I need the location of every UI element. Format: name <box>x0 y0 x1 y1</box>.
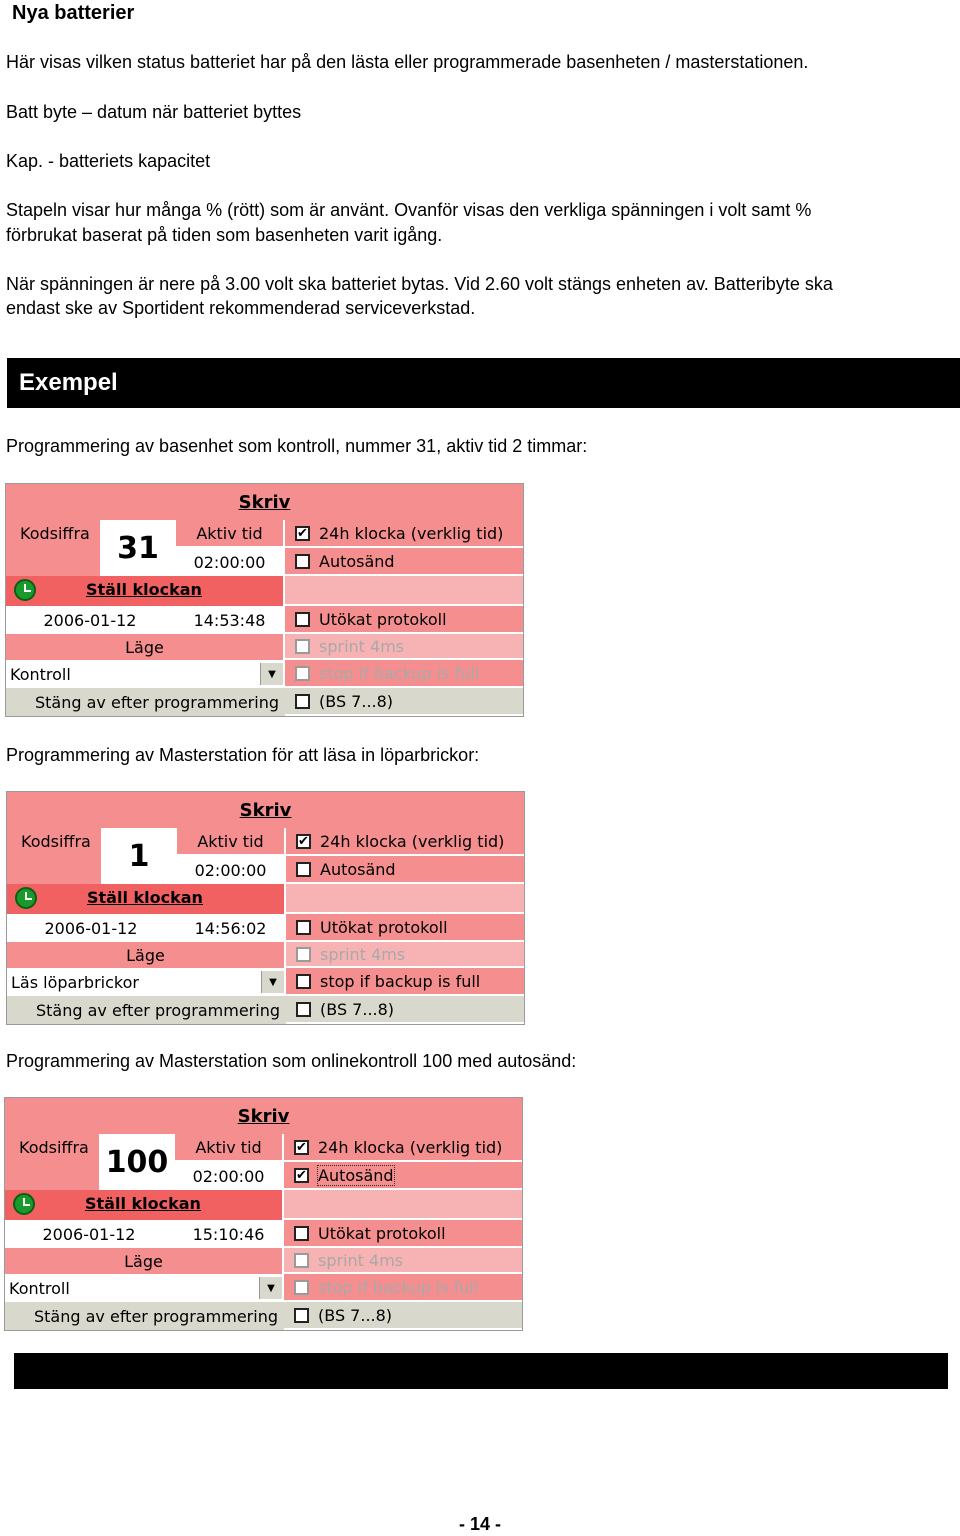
kodsiffra-label-cell <box>7 828 103 884</box>
stang-av-label: Stäng av efter programmering <box>35 692 279 712</box>
option-sprint-4ms-label: sprint 4ms <box>320 944 406 964</box>
date-field[interactable] <box>5 1220 175 1248</box>
option-24h-klocka-checkbox[interactable]: ✔ <box>294 1140 309 1155</box>
time-value: 15:10:46 <box>192 1224 265 1244</box>
time-value: 14:53:48 <box>193 610 266 630</box>
kodsiffra-label-cell <box>6 520 102 576</box>
option-24h-klocka-label: 24h klocka (verklig tid) <box>320 831 505 851</box>
option-bs-7-8-checkbox[interactable] <box>294 1308 309 1323</box>
option-24h-klocka-label: 24h klocka (verklig tid) <box>319 523 504 543</box>
option-bs-7-8[interactable] <box>285 688 523 716</box>
programming-panel-3 <box>4 1097 523 1331</box>
kodsiffra-label: Kodsiffra <box>20 524 90 543</box>
option-stop-if-backup-full-label: stop if backup is full <box>320 971 481 991</box>
option-sprint-4ms[interactable] <box>285 634 523 660</box>
option-bs-7-8[interactable] <box>286 996 524 1024</box>
lage-label: Läge <box>124 1251 163 1271</box>
caption-panel-2: Programmering av Masterstation för att läsa in löparbrickor: <box>6 745 480 765</box>
page-number: - 14 - <box>458 1514 501 1534</box>
option-stop-if-backup-full[interactable] <box>284 1274 522 1302</box>
option-utokat-protokoll-checkbox[interactable] <box>294 1226 309 1241</box>
stall-klockan-label: Ställ klockan <box>86 580 202 599</box>
aktiv-tid-label: Aktiv tid <box>196 523 263 543</box>
stang-av-label-cell <box>6 688 285 716</box>
skriv-button[interactable] <box>7 792 524 828</box>
paragraph-spanning-line2: endast ske av Sportident rekommenderad serviceverkstad. <box>6 298 476 318</box>
lage-label-cell <box>6 634 285 660</box>
option-stop-if-backup-full[interactable] <box>285 660 523 688</box>
lage-label: Läge <box>125 637 164 657</box>
stall-klockan-label: Ställ klockan <box>87 888 203 907</box>
stall-klockan-label: Ställ klockan <box>85 1194 201 1213</box>
aktiv-tid-label-cell <box>176 520 285 548</box>
date-field[interactable] <box>7 914 177 942</box>
date-field[interactable] <box>6 606 176 634</box>
option-empty <box>284 1190 522 1220</box>
aktiv-tid-value: 02:00:00 <box>192 1166 265 1186</box>
option-bs-7-8-label: (BS 7...8) <box>318 1305 393 1325</box>
option-autosand[interactable] <box>286 856 524 884</box>
option-autosand-label: Autosänd <box>319 551 395 571</box>
option-utokat-protokoll[interactable] <box>286 914 524 942</box>
option-stop-if-backup-full[interactable] <box>286 968 524 996</box>
mode-value: Kontroll <box>10 664 71 684</box>
stall-klockan-button[interactable] <box>6 576 285 606</box>
aktiv-tid-label-cell <box>175 1134 284 1162</box>
option-sprint-4ms-label: sprint 4ms <box>319 636 405 656</box>
kodsiffra-value: 1 <box>128 838 150 874</box>
option-utokat-protokoll-checkbox[interactable] <box>295 612 310 627</box>
option-sprint-4ms-checkbox[interactable] <box>294 1253 309 1268</box>
option-utokat-protokoll-label: Utökat protokoll <box>318 1223 446 1243</box>
option-utokat-protokoll-label: Utökat protokoll <box>319 609 447 629</box>
time-value: 14:56:02 <box>194 918 267 938</box>
option-bs-7-8-checkbox[interactable] <box>295 694 310 709</box>
date-value: 2006-01-12 <box>43 610 137 630</box>
option-empty <box>286 884 524 914</box>
time-field[interactable] <box>177 914 286 942</box>
option-bs-7-8-checkbox[interactable] <box>296 1002 311 1017</box>
caption-panel-1: Programmering av basenhet som kontroll, nummer 31, aktiv tid 2 timmar: <box>6 436 588 456</box>
option-utokat-protokoll-label: Utökat protokoll <box>320 917 448 937</box>
mode-value: Kontroll <box>9 1278 70 1298</box>
option-24h-klocka-checkbox[interactable]: ✔ <box>295 526 310 541</box>
paragraph-stapeln-line1: Stapeln visar hur många % (rött) som är använt. Ovanför visas den verkliga spänningen i volt samt % <box>6 200 812 220</box>
aktiv-tid-value: 02:00:00 <box>193 552 266 572</box>
lage-label: Läge <box>126 945 165 965</box>
option-autosand-label: Autosänd <box>320 859 396 879</box>
paragraph-spanning-line1: När spänningen är nere på 3.00 volt ska batteriet bytas. Vid 2.60 volt stängs enheten av. Batteribyte ska <box>6 274 833 294</box>
option-24h-klocka-label: 24h klocka (verklig tid) <box>318 1137 503 1157</box>
example-title: Exempel <box>19 369 118 396</box>
option-autosand-checkbox[interactable] <box>295 554 310 569</box>
programming-panel-2 <box>6 791 525 1025</box>
paragraph-status: Här visas vilken status batteriet har på den lästa eller programmerade basenheten / masterstationen. <box>6 52 809 72</box>
kodsiffra-input[interactable] <box>103 828 177 884</box>
skriv-label: Skriv <box>238 491 291 513</box>
clock-icon <box>14 579 36 601</box>
clock-icon <box>15 887 37 909</box>
lage-label-cell <box>5 1248 284 1274</box>
aktiv-tid-input[interactable] <box>175 1162 284 1190</box>
skriv-label: Skriv <box>237 1105 290 1127</box>
option-empty <box>285 576 523 606</box>
date-value: 2006-01-12 <box>42 1224 136 1244</box>
aktiv-tid-value: 02:00:00 <box>194 860 267 880</box>
kodsiffra-input[interactable] <box>102 520 176 576</box>
option-24h-klocka[interactable] <box>285 520 523 548</box>
aktiv-tid-input[interactable] <box>177 856 286 884</box>
option-sprint-4ms-checkbox[interactable] <box>295 639 310 654</box>
stang-av-label: Stäng av efter programmering <box>36 1000 280 1020</box>
chevron-down-icon[interactable]: ▼ <box>259 1277 282 1299</box>
option-autosand[interactable] <box>285 548 523 576</box>
skriv-label: Skriv <box>239 799 292 821</box>
kodsiffra-label: Kodsiffra <box>19 1138 89 1157</box>
stall-klockan-button[interactable] <box>5 1190 284 1220</box>
option-stop-if-backup-full-checkbox[interactable] <box>295 666 310 681</box>
time-field[interactable] <box>175 1220 284 1248</box>
option-stop-if-backup-full-label: stop if backup is full <box>318 1277 479 1297</box>
paragraph-batt-byte: Batt byte – datum när batteriet byttes <box>6 102 302 122</box>
caption-panel-3: Programmering av Masterstation som onlinekontroll 100 med autosänd: <box>6 1051 577 1071</box>
option-utokat-protokoll-checkbox[interactable] <box>296 920 311 935</box>
mode-dropdown[interactable] <box>5 1274 284 1302</box>
option-autosand-checkbox[interactable]: ✔ <box>294 1168 309 1183</box>
option-sprint-4ms-label: sprint 4ms <box>318 1250 404 1270</box>
aktiv-tid-label-cell <box>177 828 286 856</box>
chevron-down-icon[interactable]: ▼ <box>260 663 283 685</box>
stang-av-label-cell <box>7 996 286 1024</box>
stall-klockan-button[interactable] <box>7 884 286 914</box>
option-24h-klocka-checkbox[interactable]: ✔ <box>296 834 311 849</box>
example-header-bar <box>7 358 960 408</box>
mode-dropdown[interactable] <box>6 660 285 688</box>
kodsiffra-label: Kodsiffra <box>21 832 91 851</box>
option-sprint-4ms[interactable] <box>286 942 524 968</box>
option-autosand[interactable] <box>284 1162 522 1190</box>
aktiv-tid-input[interactable] <box>176 548 285 576</box>
option-stop-if-backup-full-checkbox[interactable] <box>296 974 311 989</box>
option-utokat-protokoll[interactable] <box>285 606 523 634</box>
option-autosand-checkbox[interactable] <box>296 862 311 877</box>
lage-label-cell <box>7 942 286 968</box>
skriv-button[interactable] <box>6 484 523 520</box>
paragraph-stapeln-line2: förbrukat baserat på tiden som basenheten varit igång. <box>6 225 443 245</box>
date-value: 2006-01-12 <box>44 918 138 938</box>
footer-black-bar <box>14 1353 948 1389</box>
kodsiffra-value: 31 <box>117 530 159 566</box>
option-stop-if-backup-full-label: stop if backup is full <box>319 663 480 683</box>
mode-value: Läs löparbrickor <box>11 972 139 992</box>
stang-av-label-cell <box>5 1302 284 1330</box>
section-title: Nya batterier <box>12 2 135 24</box>
programming-panel-1 <box>5 483 524 717</box>
kodsiffra-value: 100 <box>105 1144 169 1180</box>
option-sprint-4ms[interactable] <box>284 1248 522 1274</box>
stang-av-label: Stäng av efter programmering <box>34 1306 278 1326</box>
aktiv-tid-label: Aktiv tid <box>197 831 264 851</box>
option-autosand-label: Autosänd <box>318 1165 394 1185</box>
option-24h-klocka[interactable] <box>286 828 524 856</box>
option-bs-7-8-label: (BS 7...8) <box>320 999 395 1019</box>
time-field[interactable] <box>176 606 285 634</box>
option-24h-klocka[interactable] <box>284 1134 522 1162</box>
option-bs-7-8-label: (BS 7...8) <box>319 691 394 711</box>
option-sprint-4ms-checkbox[interactable] <box>296 947 311 962</box>
chevron-down-icon[interactable]: ▼ <box>261 971 284 993</box>
clock-icon <box>13 1193 35 1215</box>
paragraph-kapacitet: Kap. - batteriets kapacitet <box>6 151 211 171</box>
option-utokat-protokoll[interactable] <box>284 1220 522 1248</box>
option-stop-if-backup-full-checkbox[interactable] <box>294 1280 309 1295</box>
option-bs-7-8[interactable] <box>284 1302 522 1330</box>
skriv-button[interactable] <box>5 1098 522 1134</box>
mode-dropdown[interactable] <box>7 968 286 996</box>
kodsiffra-label-cell <box>5 1134 101 1190</box>
aktiv-tid-label: Aktiv tid <box>195 1137 262 1157</box>
kodsiffra-input[interactable] <box>101 1134 175 1190</box>
